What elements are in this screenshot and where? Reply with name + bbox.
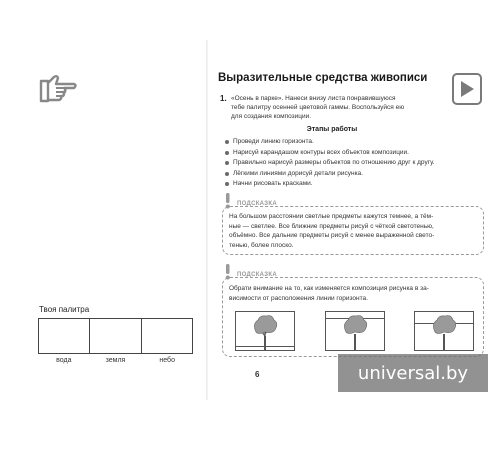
task-number: 1. (220, 94, 227, 103)
watermark (338, 354, 488, 392)
bullet-icon (225, 172, 229, 176)
page-title: Выразительные средства живописи (218, 72, 428, 84)
bullet-icon (225, 140, 229, 144)
bullet-icon (225, 161, 229, 165)
horizon-illustration (325, 311, 385, 351)
bullet-icon (225, 151, 229, 155)
tree-icon (340, 314, 370, 350)
hint-label: ПОДСКАЗКА (237, 272, 277, 278)
stage-item: Проведи линию горизонта. (225, 137, 434, 148)
palette-cell-earth[interactable] (90, 319, 141, 353)
tree-icon (429, 314, 459, 350)
hint-label: ПОДСКАЗКА (237, 201, 277, 207)
palette-cell-sky[interactable] (142, 319, 192, 353)
tree-icon (250, 314, 280, 350)
palette-caption-earth: земля (105, 357, 126, 364)
task-line: для создания композиции. (231, 113, 312, 120)
watermark-text: universal.by (357, 362, 469, 384)
stage-item: Лёгкими линиями дорисуй детали рисунка. (225, 169, 434, 180)
palette-caption-water: вода (56, 357, 72, 364)
palette-cell-water[interactable] (39, 319, 90, 353)
task-line: тебе палитру осенней цветовой гаммы. Воспользуйся ею (231, 104, 405, 111)
play-icon (459, 80, 475, 98)
page-number: 6 (255, 370, 260, 379)
palette-box (38, 318, 193, 354)
horizon-illustration (414, 311, 474, 351)
page-gutter (206, 40, 208, 400)
pointing-hand-icon (38, 73, 78, 105)
stages-title: Этапы работы (306, 126, 358, 133)
hint-text: На большом расстоянии светлые предметы кажутся темнее, а тём- ные — светлее. Все ближние предметы рисуй с чёткой светотенью, объёмно. Все дальние предметы рисуй с менее выраженной свето- тенью, более плоско. (229, 213, 435, 249)
task-text (231, 94, 461, 121)
horizon-illustration (235, 311, 295, 351)
palette-label: Твоя палитра (39, 305, 90, 314)
palette-caption-sky: небо (159, 357, 175, 364)
stage-item: Правильно нарисуй размеры объектов по отношению друг к другу. (225, 158, 434, 169)
stage-item: Нарисуй карандашом контуры всех объектов композиции. (225, 148, 434, 159)
palette-captions (38, 357, 193, 364)
hint-text: Обрати внимание на то, как изменяется композиция рисунка в за- висимости от расположения линии горизонта. (229, 285, 429, 302)
stages-list (225, 137, 434, 190)
bullet-icon (225, 182, 229, 186)
task-line: «Осень в парке». Нанеси внизу листа понравившуюся (231, 95, 396, 102)
stage-item: Начни рисовать красками. (225, 179, 434, 190)
